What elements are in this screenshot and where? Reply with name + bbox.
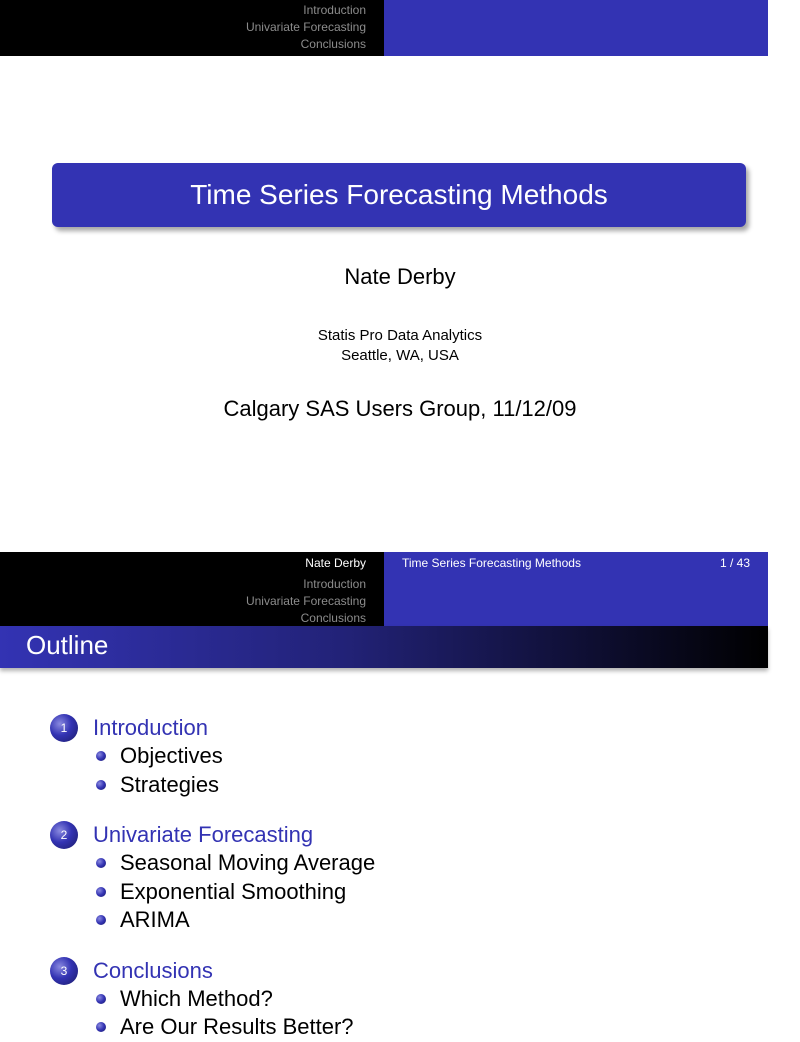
nav-link-introduction[interactable]: Introduction [303,3,366,17]
footline-title: Time Series Forecasting Methods [402,556,581,570]
toc-section-link-univariate-forecasting[interactable] [50,821,750,849]
bullet-ball-icon [96,1022,106,1032]
event-date: Calgary SAS Users Group, 11/12/09 [223,396,577,421]
toc-subsection-list [50,742,750,799]
toc-section-label: Univariate Forecasting [93,822,314,847]
toc-subsection-label: ARIMA [120,907,190,933]
institute-block [0,326,800,366]
toc-section-label: Conclusions [93,957,213,983]
frame-title-bar [0,626,768,668]
toc-subsection-are-our-results-better[interactable] [96,1013,750,1042]
footline-author-box [0,552,384,574]
toc-subsection-list [50,849,750,935]
toc-section-univariate-forecasting [50,821,750,935]
outline-toc [50,714,750,1042]
bullet-ball-icon [96,887,106,897]
toc-subsection-objectives[interactable] [96,742,750,771]
section-number-ball-icon: 3 [50,957,78,985]
toc-subsection-label: Seasonal Moving Average [120,850,376,876]
nav-link-conclusions-2[interactable]: Conclusions [300,610,366,625]
nav-link-introduction-2[interactable]: Introduction [303,577,366,591]
slide-title-box [52,163,746,227]
toc-subsection-label: Are Our Results Better? [120,1014,354,1040]
toc-subsection-exponential-smoothing[interactable] [96,878,750,907]
slide-title: Time Series Forecasting Methods [190,179,608,210]
headline-nav-right [384,0,768,56]
institute-location: Seattle, WA, USA [341,347,459,364]
page-number: 1 / 43 [719,556,750,570]
toc-section-link-introduction[interactable] [50,714,750,742]
toc-subsection-list [50,985,750,1042]
toc-subsection-strategies[interactable] [96,771,750,800]
toc-subsection-label: Exponential Smoothing [120,878,347,904]
bullet-ball-icon [96,994,106,1004]
section-number-ball-icon: 2 [50,821,78,849]
toc-section-introduction [50,714,750,799]
toc-section-label: Introduction [93,715,208,740]
bullet-ball-icon [96,751,106,761]
toc-subsection-label: Strategies [120,771,220,797]
headline-nav-right-2 [384,574,768,626]
footline-author: Nate Derby [305,556,366,570]
toc-subsection-which-method[interactable] [96,985,750,1014]
frame-title: Outline [26,630,109,660]
nav-link-univariate-forecasting[interactable]: Univariate Forecasting [245,19,366,34]
bullet-ball-icon [96,780,106,790]
toc-subsection-seasonal-moving-average[interactable] [96,849,750,878]
toc-subsection-label: Which Method? [120,985,273,1011]
footline [0,552,768,574]
toc-section-link-conclusions[interactable] [50,957,750,985]
toc-section-conclusions [50,957,750,1042]
section-nav [246,2,366,52]
nav-link-univariate-forecasting-2[interactable]: Univariate Forecasting [245,593,366,608]
bullet-ball-icon [96,915,106,925]
institute-name: Statis Pro Data Analytics [317,327,483,344]
section-number-ball-icon: 1 [50,714,78,742]
footline-title-box [384,552,768,574]
author-name: Nate Derby [344,264,456,289]
section-nav-2 [246,576,366,626]
toc-subsection-arima[interactable] [96,906,750,935]
toc-subsection-label: Objectives [120,743,223,769]
headline-nav-bar-2 [0,574,768,626]
bullet-ball-icon [96,858,106,868]
nav-link-conclusions[interactable]: Conclusions [300,36,366,51]
headline-nav-bar [0,0,768,56]
